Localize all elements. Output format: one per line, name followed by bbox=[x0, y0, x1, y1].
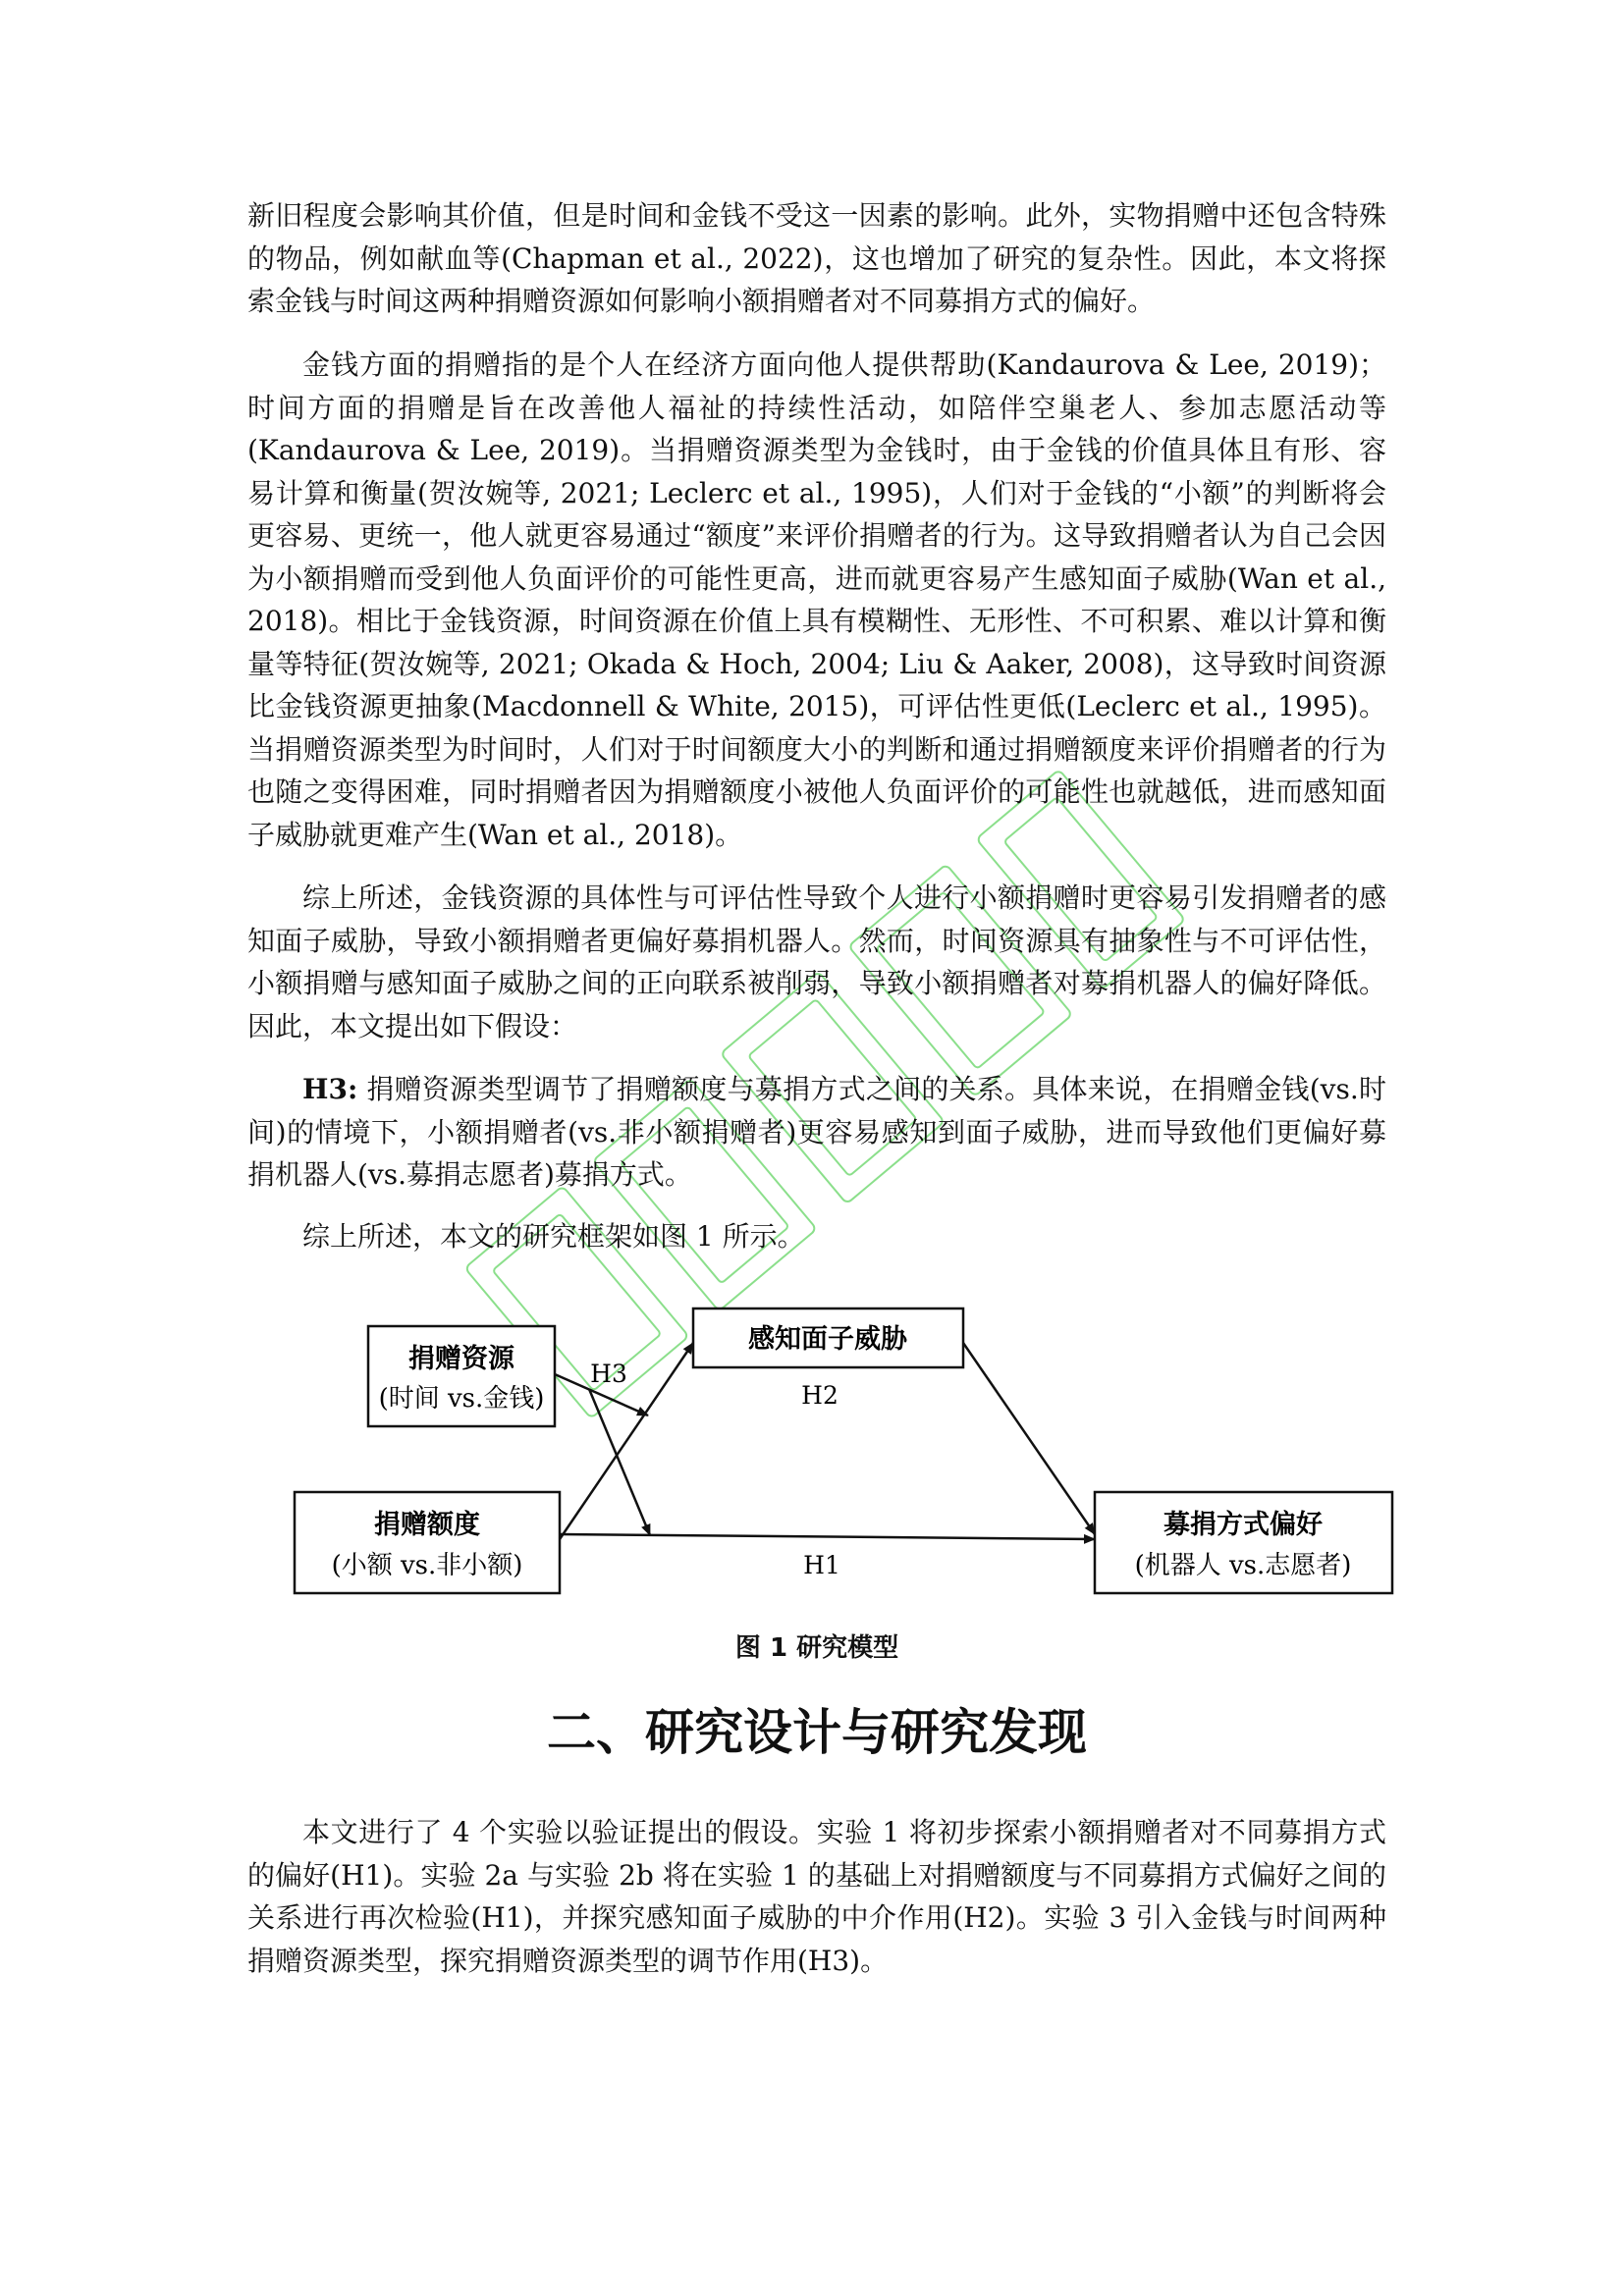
threat-title: 感知面子威胁 bbox=[748, 1324, 907, 1355]
paragraph-2-text: 金钱方面的捐赠指的是个人在经济方面向他人提供帮助(Kandaurova & Lee, 2019)；时间方面的捐赠是旨在改善他人福祉的持续性活动，如陪伴空巢老人、参加志愿活动等(Kandaurova & Lee, 2019)。当捐赠资源类型为金钱时，由于金钱的价值具体且有形、容易计算和衡量(贺汝婉等, 2021; Leclerc et al., 1995)，人们对于金钱的“小额”的判断将会更容易、更统一，他人就更容易通过“额度”来评价捐赠者的行为。这导致捐赠者认为自己会因为小额捐赠而受到他人负面评价的可能性更高，进而就更容易产生感知面子威胁(Wan et al., 2018)。相比于金钱资源，时间资源在价值上具有模糊性、无形性、不可积累、难以计算和衡量等特征(贺汝婉等, 2021; Okada & Hoch, 2004; Liu & Aaker, 2008)，这导致时间资源比金钱资源更抽象(Macdonnell & White, 2015)，可评估性更低(Leclerc et al., 1995)。当捐赠资源类型为时间时，人们对于时间额度大小的判断和通过捐赠额度来评价捐赠者的行为也随之变得困难，同时捐赠者因为捐赠额度小被他人负面评价的可能性也就越低，进而感知面子威胁就更难产生(Wan et al., 2018)。 bbox=[247, 348, 1386, 851]
amount-title: 捐赠额度 bbox=[374, 1510, 480, 1540]
amount-subtitle: (小额 vs.非小额) bbox=[331, 1551, 523, 1580]
hypothesis-text: 捐赠资源类型调节了捐赠额度与募捐方式之间的关系。具体来说，在捐赠金钱(vs.时间)的情境下，小额捐赠者(vs.非小额捐赠者)更容易感知到面子威胁，进而导致他们更偏好募捐机器人(vs.募捐志愿者)募捐方式。 bbox=[247, 1073, 1386, 1191]
paragraph-experiments bbox=[247, 1811, 1386, 1982]
paragraph-summary bbox=[247, 877, 1386, 1047]
paragraph-3-text: 综上所述，金钱资源的具体性与可评估性导致个人进行小额捐赠时更容易引发捐赠者的感知面子威胁，导致小额捐赠者更偏好募捐机器人。然而，时间资源具有抽象性与不可评估性，小额捐赠与感知面子威胁之间的正向联系被削弱，导致小额捐赠者对募捐机器人的偏好降低。因此，本文提出如下假设： bbox=[247, 881, 1386, 1042]
hypothesis-h3-paragraph bbox=[247, 1068, 1386, 1197]
paragraph-5-text: 综上所述，本文的研究框架如图 1 所示。 bbox=[302, 1220, 805, 1253]
arrow-resource-to-path-h1 bbox=[589, 1389, 650, 1535]
label-h2: H2 bbox=[801, 1381, 839, 1410]
arrow-amount-to-preference bbox=[560, 1534, 1095, 1539]
hypothesis-label: H3: bbox=[302, 1073, 358, 1105]
resource-title: 捐赠资源 bbox=[408, 1344, 514, 1374]
paragraph-money-time bbox=[247, 344, 1386, 856]
hypothesis-h3 bbox=[247, 1068, 1386, 1197]
label-h3: H3 bbox=[590, 1360, 627, 1388]
resource-subtitle: (时间 vs.金钱) bbox=[378, 1384, 545, 1414]
arrow-threat-to-preference bbox=[963, 1343, 1095, 1534]
preference-subtitle: (机器人 vs.志愿者) bbox=[1134, 1551, 1352, 1580]
figure-caption: 图 1 研究模型 bbox=[734, 1633, 899, 1663]
research-model-figure bbox=[285, 1296, 1404, 1610]
preference-title: 募捐方式偏好 bbox=[1163, 1510, 1323, 1540]
paragraph-6-text: 本文进行了 4 个实验以验证提出的假设。实验 1 将初步探索小额捐赠者对不同募捐方式的偏好(H1)。实验 2a 与实验 2b 将在实验 1 的基础上对捐赠额度与不同募捐方式偏好之间的关系进行再次检验(H1)，并探究感知面子威胁的中介作用(H2)。实验 3 引入金钱与时间两种捐赠资源类型，探究捐赠资源类型的调节作用(H3)。 bbox=[247, 1816, 1386, 1977]
paragraph-continuation bbox=[247, 194, 1386, 323]
label-h1: H1 bbox=[803, 1551, 840, 1579]
paragraph-1-text: 新旧程度会影响其价值，但是时间和金钱不受这一因素的影响。此外，实物捐赠中还包含特殊的物品，例如献血等(Chapman et al., 2022)，这也增加了研究的复杂性。因此，本文将探索金钱与时间这两种捐赠资源如何影响小额捐赠者对不同募捐方式的偏好。 bbox=[247, 199, 1386, 317]
section-heading: 二、研究设计与研究发现 bbox=[547, 1704, 1087, 1761]
paragraph-framework-intro bbox=[247, 1215, 1386, 1258]
